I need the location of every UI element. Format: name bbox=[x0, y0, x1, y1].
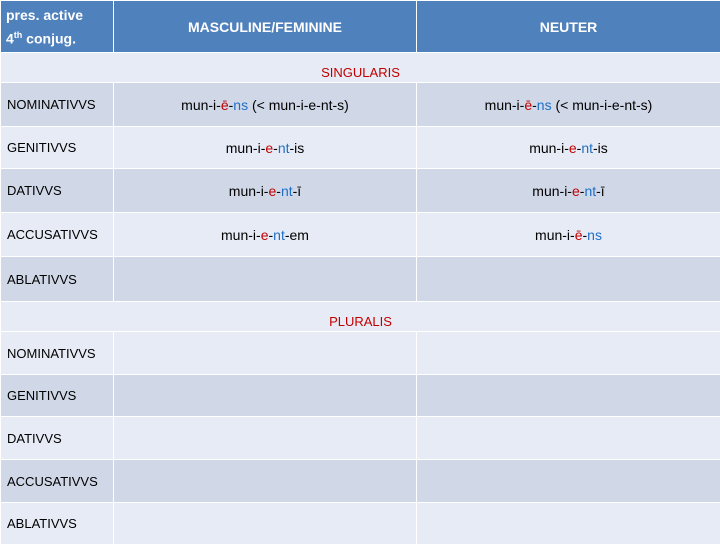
form-segment: mun-i- bbox=[535, 227, 575, 243]
form-segment: mun-i- bbox=[226, 140, 266, 156]
form-segment: mun-i- bbox=[221, 227, 261, 243]
neuter-form bbox=[417, 213, 720, 257]
form-segment: mun-i- bbox=[529, 140, 569, 156]
table-row bbox=[1, 83, 720, 127]
form-segment: -em bbox=[285, 227, 309, 243]
form-segment: ē bbox=[221, 97, 229, 113]
case-label: DATIVVS bbox=[1, 417, 114, 460]
form-segment: e bbox=[265, 140, 273, 156]
form-segment: ns bbox=[233, 97, 248, 113]
table-row bbox=[1, 127, 720, 169]
table-row bbox=[1, 503, 720, 545]
masc-fem-form bbox=[114, 127, 417, 169]
neuter-form bbox=[417, 375, 720, 417]
form-segment: nt bbox=[278, 140, 290, 156]
masc-fem-form bbox=[114, 83, 417, 127]
neuter-form bbox=[417, 332, 720, 375]
masc-fem-form bbox=[114, 332, 417, 375]
masc-fem-form bbox=[114, 257, 417, 302]
masc-fem-form bbox=[114, 169, 417, 213]
form-segment: -ī bbox=[596, 183, 605, 199]
form-segment: - bbox=[580, 183, 585, 199]
table-row bbox=[1, 417, 720, 460]
form-segment: ē bbox=[524, 97, 532, 113]
form-segment: (< mun-i-e-nt-s) bbox=[552, 97, 653, 113]
masc-fem-form bbox=[114, 460, 417, 503]
table-row bbox=[1, 257, 720, 302]
form-segment: - bbox=[532, 97, 537, 113]
neuter-form bbox=[417, 127, 720, 169]
neuter-form bbox=[417, 169, 720, 213]
form-segment: mun-i- bbox=[229, 183, 269, 199]
form-segment: nt bbox=[584, 183, 596, 199]
form-segment: mun-i- bbox=[532, 183, 572, 199]
table-row bbox=[1, 213, 720, 257]
form-segment: nt bbox=[581, 140, 593, 156]
header-line2-text: conjug. bbox=[22, 31, 76, 47]
table-row bbox=[1, 375, 720, 417]
masc-fem-form bbox=[114, 213, 417, 257]
form-segment: e bbox=[569, 140, 577, 156]
form-segment: - bbox=[276, 183, 281, 199]
band-singularis: SINGULARIS bbox=[1, 53, 720, 83]
neuter-form bbox=[417, 417, 720, 460]
header-line2-suffix: th bbox=[14, 30, 23, 40]
form-segment: ns bbox=[587, 227, 602, 243]
case-label: GENITIVVS bbox=[1, 375, 114, 417]
form-segment: - bbox=[273, 140, 278, 156]
form-segment: nt bbox=[273, 227, 285, 243]
form-segment: -ī bbox=[293, 183, 302, 199]
case-label: GENITIVVS bbox=[1, 127, 114, 169]
masc-fem-form bbox=[114, 375, 417, 417]
case-label: ACCUSATIVVS bbox=[1, 213, 114, 257]
header-neuter: NEUTER bbox=[417, 1, 720, 53]
table-row bbox=[1, 460, 720, 503]
band-pluralis: PLURALIS bbox=[1, 302, 720, 332]
neuter-form bbox=[417, 503, 720, 545]
form-segment: ē bbox=[575, 227, 583, 243]
case-label: NOMINATIVVS bbox=[1, 83, 114, 127]
form-segment: - bbox=[268, 227, 273, 243]
masc-fem-form bbox=[114, 417, 417, 460]
form-segment: mun-i- bbox=[485, 97, 525, 113]
neuter-form bbox=[417, 83, 720, 127]
form-segment: (< mun-i-e-nt-s) bbox=[248, 97, 349, 113]
singularis-rows bbox=[1, 83, 720, 302]
table-row bbox=[1, 169, 720, 213]
case-label: DATIVVS bbox=[1, 169, 114, 213]
form-segment: - bbox=[229, 97, 234, 113]
header-tense-label bbox=[1, 1, 114, 53]
form-segment: e bbox=[268, 183, 276, 199]
form-segment: - bbox=[577, 140, 582, 156]
header-line1: pres. active bbox=[6, 7, 83, 23]
case-label: NOMINATIVVS bbox=[1, 332, 114, 375]
case-label: ABLATIVVS bbox=[1, 503, 114, 545]
header-line2-number: 4 bbox=[6, 31, 14, 47]
case-label: ACCUSATIVVS bbox=[1, 460, 114, 503]
form-segment: e bbox=[261, 227, 269, 243]
form-segment: - bbox=[583, 227, 588, 243]
form-segment: e bbox=[572, 183, 580, 199]
form-segment: ns bbox=[537, 97, 552, 113]
form-segment: -is bbox=[290, 140, 305, 156]
table-row bbox=[1, 332, 720, 375]
pluralis-rows bbox=[1, 332, 720, 545]
form-segment: -is bbox=[593, 140, 608, 156]
form-segment: mun-i- bbox=[181, 97, 221, 113]
neuter-form bbox=[417, 257, 720, 302]
case-label: ABLATIVVS bbox=[1, 257, 114, 302]
header-masc-fem: MASCULINE/FEMININE bbox=[114, 1, 417, 53]
masc-fem-form bbox=[114, 503, 417, 545]
neuter-form bbox=[417, 460, 720, 503]
form-segment: nt bbox=[281, 183, 293, 199]
